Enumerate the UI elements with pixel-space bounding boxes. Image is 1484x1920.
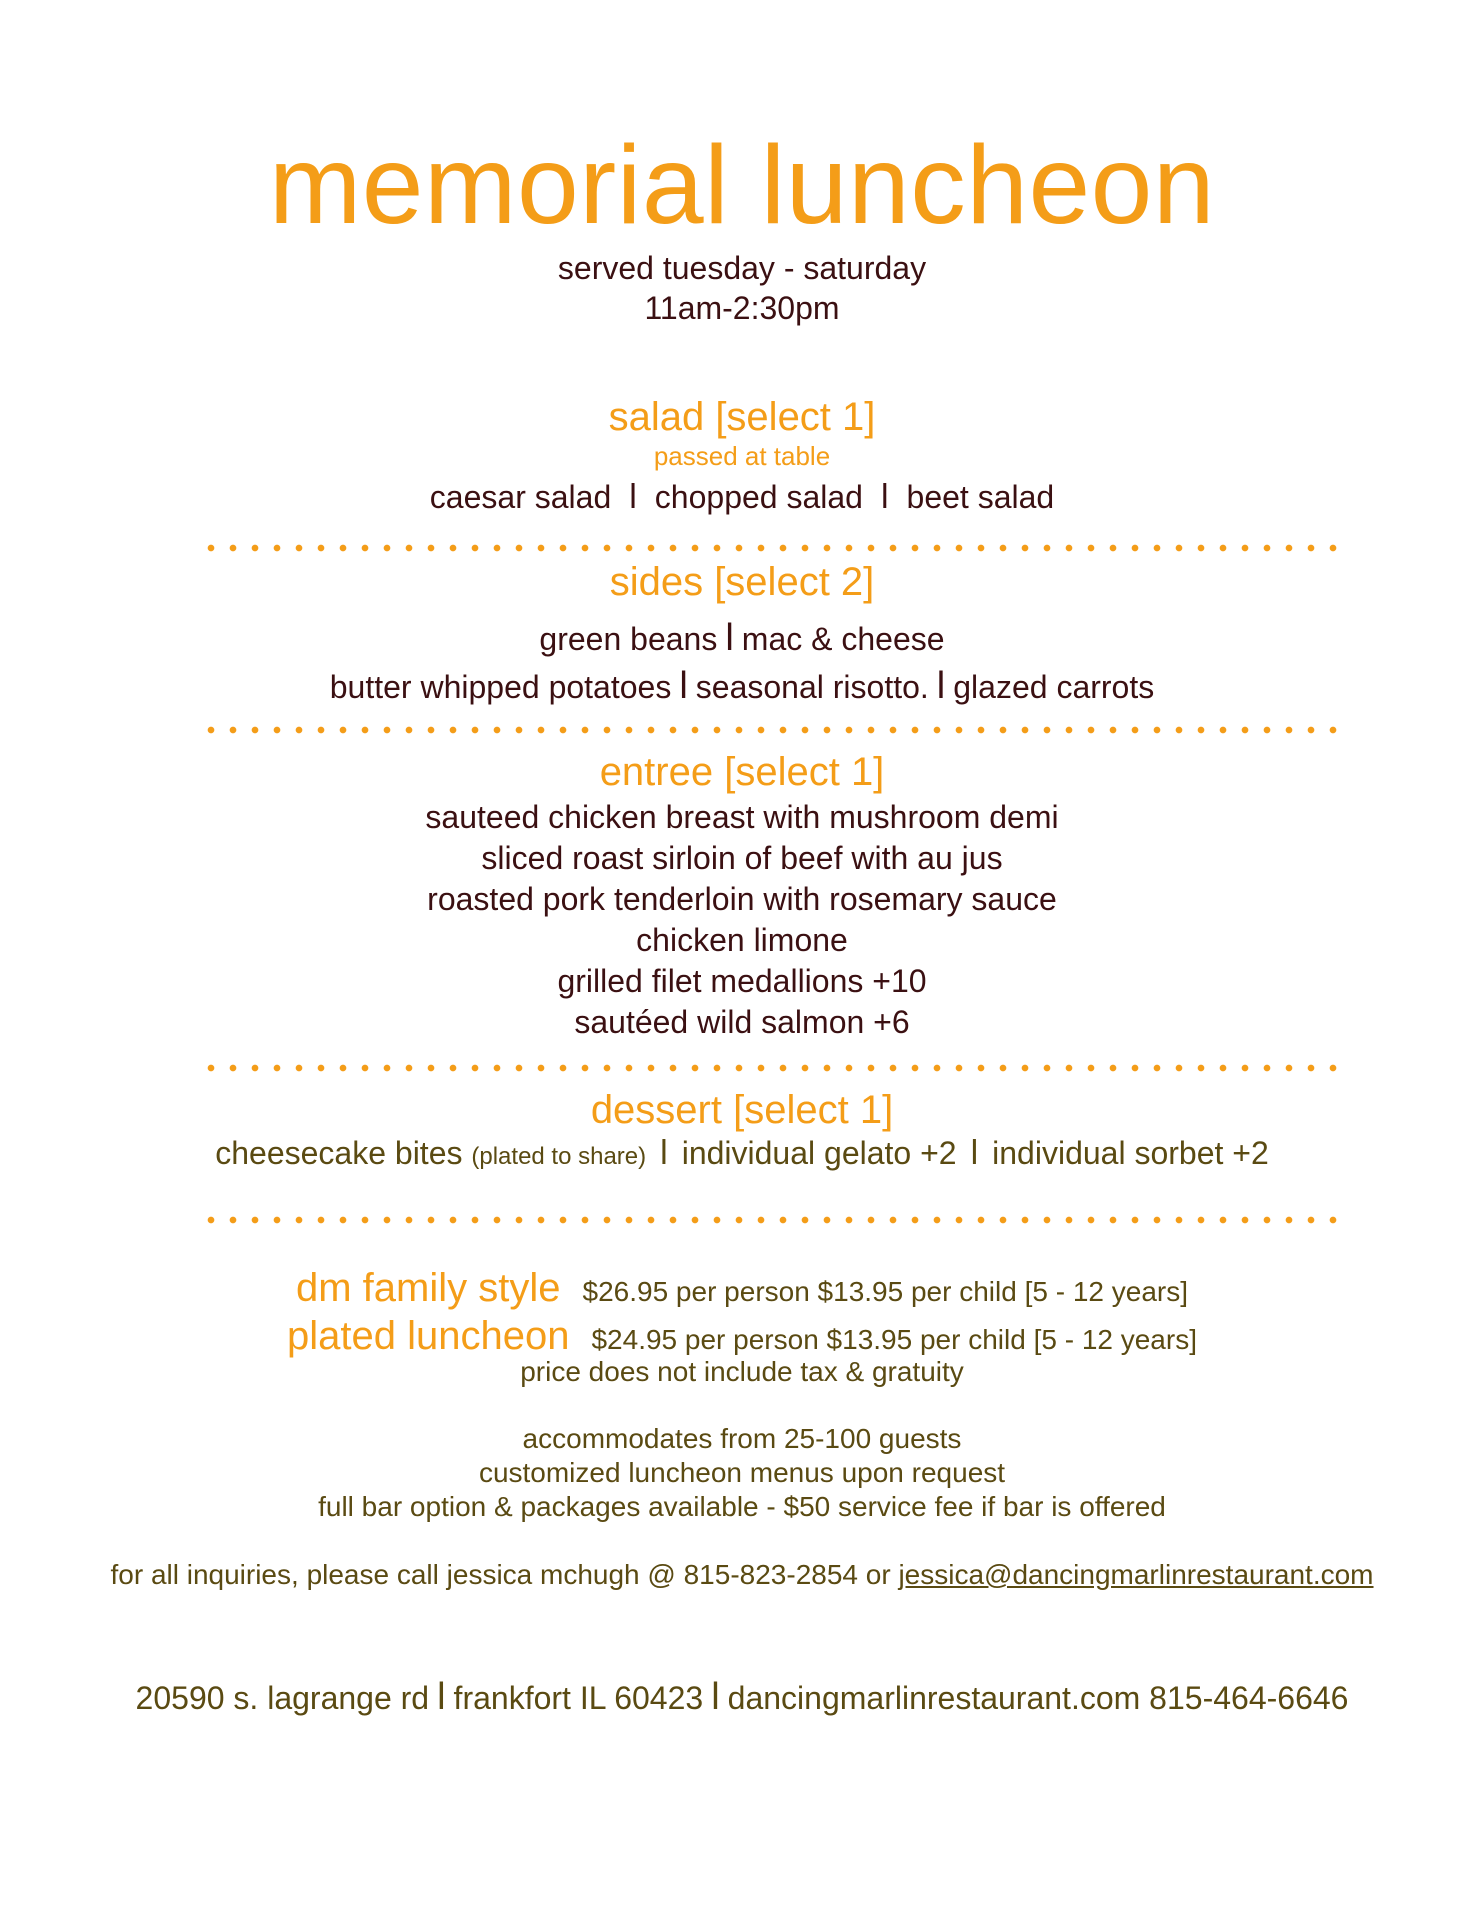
dotted-divider <box>200 1064 1344 1072</box>
separator: l <box>970 1134 979 1172</box>
dotted-divider <box>200 1216 1344 1224</box>
side-item: green beans <box>539 621 718 657</box>
address: 20590 s. lagrange rd <box>135 1680 430 1716</box>
plated-luncheon-label: plated luncheon <box>287 1314 570 1358</box>
dotted-divider <box>200 544 1344 552</box>
family-style-price-row <box>0 1266 1484 1311</box>
salad-note: passed at table <box>653 441 831 471</box>
side-item: butter whipped potatoes <box>329 669 672 705</box>
side-item: seasonal risotto. <box>695 669 929 705</box>
sides-heading: sides [select 2] <box>609 560 875 604</box>
inquiry-text: for all inquiries, please call jessica mchugh @ 815-823-2854 or <box>110 1559 891 1590</box>
entree-item: chicken limone <box>636 922 848 958</box>
separator: l <box>725 617 734 659</box>
served-hours: 11am-2:30pm <box>644 290 840 326</box>
side-item: mac & cheese <box>741 621 945 657</box>
email-link[interactable]: jessica@dancingmarlinrestaurant.com <box>898 1559 1374 1590</box>
separator: l <box>629 478 637 516</box>
info-line: full bar option & packages available - $50 service fee if bar is offered <box>318 1491 1166 1522</box>
sides-row-2 <box>0 667 1484 705</box>
separator: l <box>711 1676 720 1718</box>
info-line: accommodates from 25-100 guests <box>522 1423 962 1454</box>
city: frankfort IL 60423 <box>453 1680 704 1716</box>
family-style-price: $26.95 per person $13.95 per child [5 - 12 years] <box>582 1276 1188 1307</box>
dessert-heading: dessert [select 1] <box>590 1088 894 1132</box>
dessert-item-note: (plated to share) <box>471 1143 647 1170</box>
side-item: glazed carrots <box>953 669 1155 705</box>
page-title: memorial luncheon <box>268 123 1216 247</box>
dessert-item: individual sorbet +2 <box>992 1135 1269 1171</box>
plated-luncheon-price: $24.95 per person $13.95 per child [5 - 12 years] <box>591 1324 1197 1355</box>
entree-item: roasted pork tenderloin with rosemary sauce <box>427 881 1057 917</box>
separator: l <box>437 1676 446 1718</box>
dessert-item: individual gelato +2 <box>681 1135 957 1171</box>
separator: l <box>679 665 688 707</box>
dotted-divider <box>200 726 1344 734</box>
entree-heading: entree [select 1] <box>599 750 885 794</box>
family-style-label: dm family style <box>296 1266 561 1310</box>
inquiry-line <box>0 1561 1484 1589</box>
salad-item: beet salad <box>906 479 1055 515</box>
entree-item: grilled filet medallions +10 <box>557 963 927 999</box>
footer-address <box>0 1678 1484 1716</box>
dessert-item: cheesecake bites <box>215 1135 463 1171</box>
served-days: served tuesday - saturday <box>557 250 927 286</box>
entree-item: sliced roast sirloin of beef with au jus <box>481 840 1003 876</box>
tax-note: price does not include tax & gratuity <box>520 1356 964 1387</box>
separator: l <box>880 478 889 516</box>
website-phone: dancingmarlinrestaurant.com 815-464-6646 <box>727 1680 1349 1716</box>
plated-price-row <box>0 1314 1484 1359</box>
dessert-items <box>0 1136 1484 1170</box>
salad-items <box>0 480 1484 514</box>
salad-item: chopped salad <box>654 479 863 515</box>
entree-item: sauteed chicken breast with mushroom demi <box>425 799 1059 835</box>
entree-item: sautéed wild salmon +6 <box>574 1004 910 1040</box>
separator: l <box>936 665 946 707</box>
salad-item: caesar salad <box>429 479 612 515</box>
separator: l <box>660 1134 668 1172</box>
sides-row-1 <box>0 619 1484 657</box>
salad-heading: salad [select 1] <box>608 395 876 439</box>
info-line: customized luncheon menus upon request <box>478 1457 1006 1488</box>
